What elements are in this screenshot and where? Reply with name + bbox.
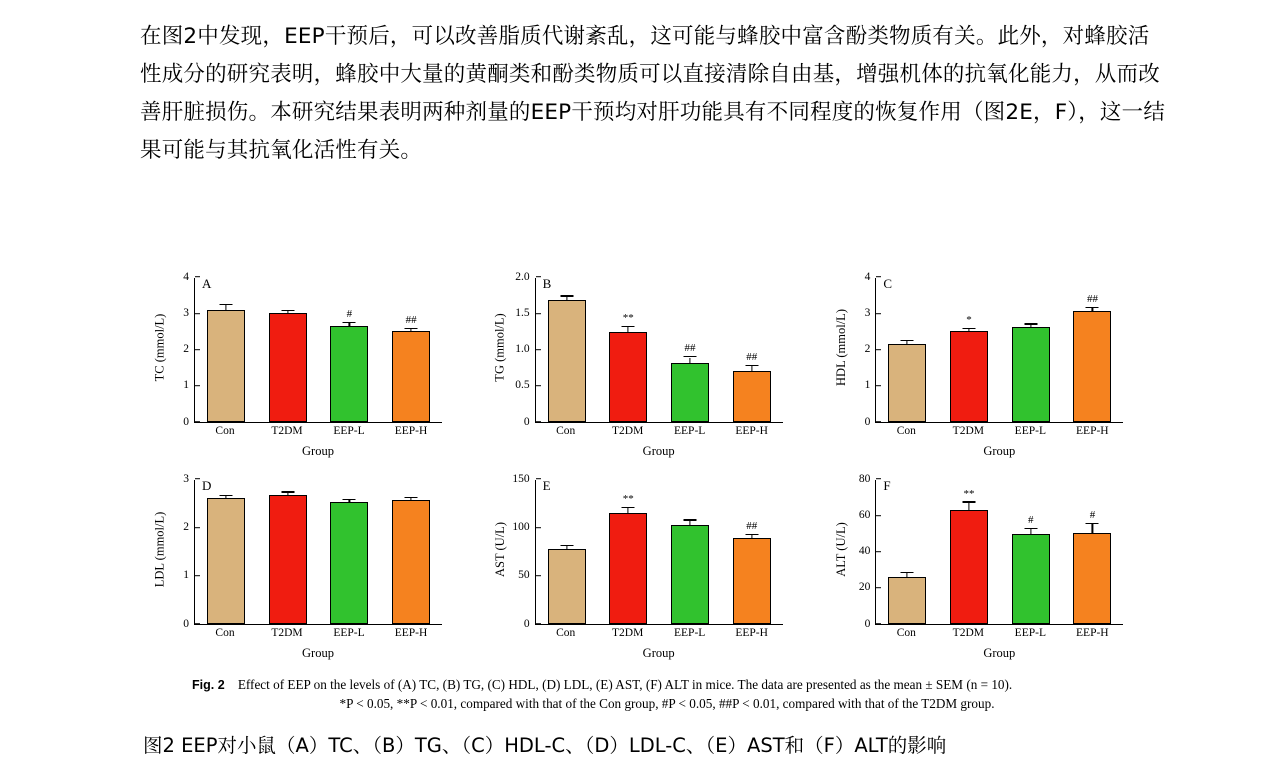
x-tick-label: EEP-L xyxy=(333,627,365,639)
panel-letter: B xyxy=(542,276,552,291)
figure-2 xyxy=(150,272,1150,672)
bar xyxy=(888,577,926,624)
x-tick-label: T2DM xyxy=(612,627,644,639)
bar-series xyxy=(536,480,783,624)
bar-series xyxy=(876,278,1123,422)
error-bar xyxy=(628,327,629,332)
significance-annotation: # xyxy=(1027,513,1034,526)
bar-group xyxy=(1012,480,1050,624)
error-bar xyxy=(689,358,690,363)
x-tick-label: T2DM xyxy=(612,425,644,437)
bar xyxy=(733,371,771,422)
error-bar xyxy=(1092,524,1093,533)
x-tick-label: EEP-H xyxy=(394,627,428,639)
plot-area xyxy=(183,472,442,630)
y-tick-label: 150 xyxy=(512,473,535,485)
x-tick-label: Con xyxy=(215,425,235,437)
x-tick-label: Con xyxy=(556,425,576,437)
error-bar-cap xyxy=(405,328,418,329)
bar xyxy=(950,331,988,422)
error-bar-cap xyxy=(1086,523,1099,524)
y-axis-label xyxy=(833,474,849,624)
y-tick-label: 1.0 xyxy=(515,344,535,356)
figure-caption xyxy=(192,676,1142,712)
y-tick-label: 3 xyxy=(183,473,195,485)
x-tick-label: Con xyxy=(896,425,916,437)
chart-panel-e xyxy=(491,474,801,672)
bar xyxy=(733,538,771,624)
panel-letter: C xyxy=(883,276,892,291)
x-tick-label: Con xyxy=(556,627,576,639)
significance-annotation: * xyxy=(966,313,972,326)
panel-letter: A xyxy=(202,276,212,291)
plot-area xyxy=(512,472,783,630)
x-tick-label: EEP-L xyxy=(1014,627,1046,639)
plot-area xyxy=(183,270,442,428)
error-bar-cap xyxy=(343,499,356,500)
y-tick-label: 20 xyxy=(859,582,877,594)
error-bar xyxy=(968,503,969,510)
significance-annotation: # xyxy=(1089,509,1096,522)
significance-annotation: ** xyxy=(622,312,634,325)
y-tick-label: 2 xyxy=(865,344,877,356)
y-tick-label: 40 xyxy=(859,546,877,558)
x-tick-label: Con xyxy=(896,627,916,639)
error-bar xyxy=(411,498,412,500)
error-bar xyxy=(566,546,567,549)
x-axis-label: Group xyxy=(983,444,1016,458)
x-axis-label: Group xyxy=(302,646,334,660)
y-tick-label: 1 xyxy=(183,380,195,392)
panel-grid xyxy=(150,272,1150,672)
error-bar-cap xyxy=(962,328,975,329)
bar-group xyxy=(888,480,926,624)
chart-panel-f xyxy=(831,474,1141,672)
error-bar-cap xyxy=(962,501,975,502)
bar-group xyxy=(950,480,988,624)
significance-annotation: ## xyxy=(1086,292,1098,305)
bar xyxy=(207,498,245,624)
y-axis-label-text: HDL (mmol/L) xyxy=(833,308,848,386)
error-bar-cap xyxy=(684,519,697,520)
x-tick-label: EEP-H xyxy=(735,425,768,437)
error-bar xyxy=(566,297,567,301)
chart-panel-b xyxy=(491,272,801,470)
error-bar-cap xyxy=(281,491,294,492)
y-axis-label-text: TG (mmol/L) xyxy=(493,312,508,382)
chart-panel-d xyxy=(150,474,460,672)
bar-series xyxy=(876,480,1123,624)
bar-group xyxy=(1073,278,1111,422)
x-tick-label: EEP-H xyxy=(1076,425,1109,437)
plot-area xyxy=(858,472,1123,630)
error-bar xyxy=(968,329,969,332)
error-bar xyxy=(689,521,690,526)
bar-group xyxy=(733,278,771,422)
bar xyxy=(330,326,368,422)
bar-group xyxy=(392,480,430,624)
bar xyxy=(269,495,307,624)
y-axis-label-text: AST (U/L) xyxy=(493,521,508,577)
bar-series xyxy=(536,278,783,422)
bar xyxy=(1012,327,1050,422)
panel-letter: E xyxy=(542,478,551,493)
error-bar-cap xyxy=(622,326,635,327)
significance-annotation: ** xyxy=(963,487,975,500)
bar-group xyxy=(330,278,368,422)
y-tick-label: 100 xyxy=(512,522,535,534)
x-tick-labels xyxy=(875,425,1123,437)
bar-group xyxy=(548,480,586,624)
bar xyxy=(888,344,926,422)
error-bar-cap xyxy=(343,322,356,323)
y-axis-label xyxy=(493,272,509,422)
y-tick-label: 0 xyxy=(865,416,877,428)
bar-group xyxy=(1073,480,1111,624)
error-bar-cap xyxy=(1086,307,1099,308)
error-bar-cap xyxy=(901,572,914,573)
caption-line-1: Effect of EEP on the levels of (A) TC, (B) TG, (C) HDL, (D) LDL, (E) AST, (F) ALT in mice. The data are presented as the mean ± SEM (n = 10). xyxy=(237,677,1013,692)
bar xyxy=(671,363,709,422)
error-bar-cap xyxy=(745,365,758,366)
error-bar xyxy=(751,366,752,370)
x-axis-label: Group xyxy=(642,646,675,660)
y-axis-label xyxy=(152,474,168,624)
y-tick-label: 2 xyxy=(183,344,195,356)
bar-group xyxy=(269,480,307,624)
bar xyxy=(548,549,586,624)
article-paragraph: 在图2中发现，EEP干预后，可以改善脂质代谢紊乱，这可能与蜂胶中富含酚类物质有关。此外，对蜂胶活性成分的研究表明，蜂胶中大量的黄酮类和酚类物质可以直接清除自由基，增强机体的抗氧化能力，从而改善肝脏损伤。本研究结果表明两种剂量的EEP干预均对肝功能具有不同程度的恢复作用（图2E，F），这一结果可能与其抗氧化活性有关。 xyxy=(140,24,1166,163)
x-tick-label: T2DM xyxy=(952,425,984,437)
bar-group xyxy=(671,480,709,624)
y-axis-label xyxy=(493,474,509,624)
plot-area xyxy=(515,270,783,428)
bar xyxy=(609,332,647,422)
error-bar-cap xyxy=(281,310,294,311)
error-bar-cap xyxy=(560,545,573,546)
bar xyxy=(548,300,586,422)
y-axis-label-text: TC (mmol/L) xyxy=(152,313,167,381)
x-tick-label: EEP-L xyxy=(674,627,706,639)
bar xyxy=(392,500,430,624)
y-axis-label-text: LDL (mmol/L) xyxy=(152,511,167,587)
y-tick-label: 0 xyxy=(865,618,877,630)
plot-area xyxy=(864,270,1123,428)
y-tick-label: 0 xyxy=(524,618,536,630)
error-bar-cap xyxy=(219,304,232,305)
y-tick-label: 0 xyxy=(524,416,536,428)
error-bar-cap xyxy=(1024,528,1037,529)
significance-annotation: ## xyxy=(746,351,758,364)
bar-group xyxy=(671,278,709,422)
error-bar-cap xyxy=(901,340,914,341)
x-tick-label: T2DM xyxy=(271,627,303,639)
bar-group xyxy=(207,480,245,624)
x-tick-label: Con xyxy=(215,627,235,639)
bar xyxy=(671,525,709,624)
y-tick-label: 3 xyxy=(865,308,877,320)
y-tick-label: 0 xyxy=(183,416,195,428)
y-tick-label: 2 xyxy=(183,522,195,534)
bar-group xyxy=(548,278,586,422)
x-tick-labels xyxy=(194,627,442,639)
error-bar-cap xyxy=(622,507,635,508)
y-tick-label: 60 xyxy=(859,510,877,522)
y-tick-label: 80 xyxy=(859,473,877,485)
error-bar-cap xyxy=(745,534,758,535)
x-tick-label: EEP-H xyxy=(735,627,768,639)
bar xyxy=(1073,533,1111,624)
bar-group xyxy=(1012,278,1050,422)
y-axis-label xyxy=(833,272,849,422)
bar xyxy=(207,310,245,422)
bar xyxy=(950,510,988,624)
significance-annotation: ## xyxy=(684,342,696,355)
error-bar xyxy=(751,535,752,538)
chinese-figure-caption: 图2 EEP对小鼠（A）TC、（B）TG、（C）HDL-C、（D）LDL-C、（E）AST和（F）ALT的影响 xyxy=(143,734,947,757)
x-tick-label: EEP-L xyxy=(1014,425,1046,437)
y-tick-label: 0 xyxy=(183,618,195,630)
x-axis-label: Group xyxy=(302,444,334,458)
x-tick-label: EEP-L xyxy=(333,425,365,437)
error-bar xyxy=(287,311,288,313)
x-axis-label: Group xyxy=(642,444,675,458)
x-tick-label: T2DM xyxy=(271,425,303,437)
error-bar-cap xyxy=(405,497,418,498)
bar xyxy=(1073,311,1111,422)
bar xyxy=(609,513,647,624)
bar xyxy=(392,331,430,422)
error-bar-cap xyxy=(1024,323,1037,324)
error-bar xyxy=(349,323,350,326)
error-bar xyxy=(225,496,226,498)
error-bar xyxy=(907,341,908,344)
error-bar xyxy=(628,508,629,513)
bar-group xyxy=(392,278,430,422)
error-bar xyxy=(287,493,288,495)
error-bar-cap xyxy=(560,295,573,296)
x-tick-labels xyxy=(194,425,442,437)
y-tick-label: 50 xyxy=(518,570,536,582)
y-tick-label: 1 xyxy=(183,570,195,582)
bar-group xyxy=(269,278,307,422)
significance-annotation: ## xyxy=(405,313,417,326)
bar-group xyxy=(950,278,988,422)
panel-letter: D xyxy=(202,478,212,493)
x-tick-label: EEP-H xyxy=(1076,627,1109,639)
error-bar xyxy=(1092,308,1093,312)
significance-annotation: ## xyxy=(746,520,758,533)
x-tick-label: EEP-L xyxy=(674,425,706,437)
x-tick-labels xyxy=(875,627,1123,639)
x-tick-labels xyxy=(535,425,783,437)
x-tick-label: T2DM xyxy=(952,627,984,639)
y-tick-label: 3 xyxy=(183,308,195,320)
bar-group xyxy=(330,480,368,624)
error-bar xyxy=(225,305,226,310)
bar-series xyxy=(195,480,442,624)
panel-letter: F xyxy=(883,478,891,493)
error-bar xyxy=(411,329,412,332)
y-tick-label: 0.5 xyxy=(515,380,535,392)
bar-group xyxy=(207,278,245,422)
caption-figure-number: Fig. 2 xyxy=(192,678,225,692)
y-tick-label: 1.5 xyxy=(515,308,535,320)
chart-panel-a xyxy=(150,272,460,470)
y-tick-label: 4 xyxy=(183,271,195,283)
error-bar xyxy=(349,500,350,501)
x-tick-label: EEP-H xyxy=(394,425,428,437)
bar-series xyxy=(195,278,442,422)
bar-group xyxy=(609,480,647,624)
error-bar-cap xyxy=(219,495,232,496)
bar xyxy=(1012,534,1050,624)
caption-line-2: *P < 0.05, **P < 0.01, compared with that of the Con group, #P < 0.05, ##P < 0.01, compared with that of the T2DM group. xyxy=(339,696,995,711)
significance-annotation: # xyxy=(346,308,353,321)
x-axis-label: Group xyxy=(983,646,1016,660)
y-tick-label: 2.0 xyxy=(515,271,535,283)
x-tick-labels xyxy=(535,627,783,639)
error-bar xyxy=(907,573,908,577)
bar-group xyxy=(609,278,647,422)
y-axis-label xyxy=(152,272,168,422)
bar xyxy=(269,313,307,422)
significance-annotation: ** xyxy=(622,493,634,505)
bar-group xyxy=(888,278,926,422)
error-bar xyxy=(1030,325,1031,328)
error-bar xyxy=(1030,529,1031,534)
y-tick-label: 4 xyxy=(865,271,877,283)
bar-group xyxy=(733,480,771,624)
y-tick-label: 1 xyxy=(865,380,877,392)
chart-panel-c xyxy=(831,272,1141,470)
error-bar-cap xyxy=(684,356,697,357)
bar xyxy=(330,502,368,624)
y-axis-label-text: ALT (U/L) xyxy=(833,521,848,577)
